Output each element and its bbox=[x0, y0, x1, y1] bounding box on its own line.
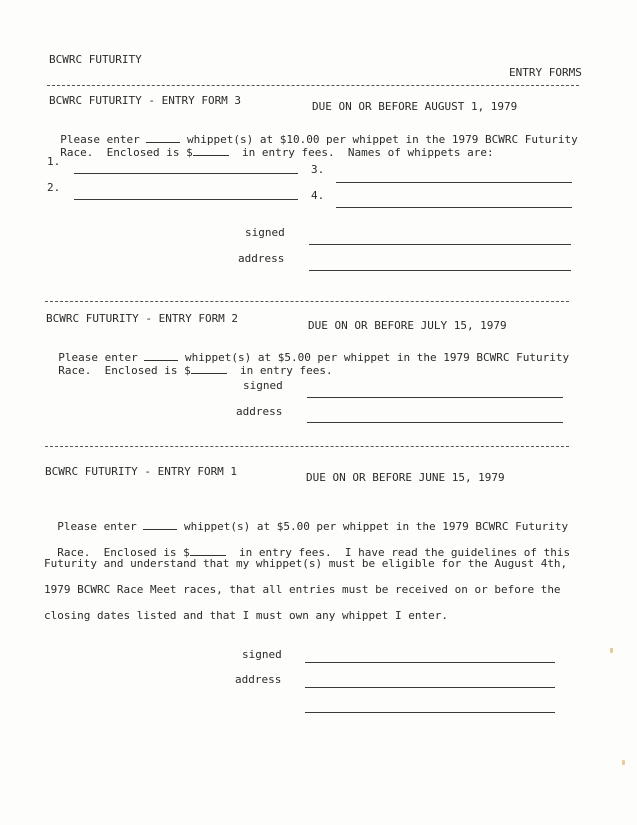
form3-whippet-name-1-field[interactable] bbox=[74, 173, 298, 174]
paper-speck bbox=[622, 760, 625, 765]
form2-enclosed-text: Race. Enclosed is $ bbox=[58, 364, 191, 377]
header-title: BCWRC FUTURITY bbox=[49, 53, 142, 66]
form3-number-4: 4. bbox=[311, 189, 325, 202]
form1-text-line-3: Futurity and understand that my whippet(s) must be eligible for the August 4th, bbox=[44, 557, 568, 570]
form1-enclosed-text: Race. Enclosed is $ bbox=[57, 546, 190, 559]
form1-signed-label: signed bbox=[242, 648, 282, 661]
header-divider bbox=[47, 85, 579, 86]
form3-address-field[interactable] bbox=[309, 270, 571, 271]
form1-whippet-count-field[interactable] bbox=[143, 519, 177, 530]
form3-number-2: 2. bbox=[47, 181, 61, 194]
form3-please-enter: Please enter bbox=[60, 133, 140, 146]
form1-text-line-4: 1979 BCWRC Race Meet races, that all entries must be received on or before the bbox=[44, 583, 561, 596]
form3-number-3: 3. bbox=[311, 163, 325, 176]
form1-text-line-5: closing dates listed and that I must own any whippet I enter. bbox=[44, 609, 448, 622]
form1-please-enter: Please enter bbox=[57, 520, 137, 533]
form3-fee-amount-field[interactable] bbox=[193, 145, 229, 156]
form2-signature-field[interactable] bbox=[307, 397, 563, 398]
form3-text-line-2 bbox=[47, 131, 494, 160]
form2-fee-amount-field[interactable] bbox=[191, 363, 227, 374]
form2-due-date: DUE ON OR BEFORE JULY 15, 1979 bbox=[308, 319, 507, 332]
form2-fees-text: in entry fees. bbox=[239, 364, 333, 377]
form2-text-line-2 bbox=[45, 349, 333, 378]
form3-address-label: address bbox=[238, 252, 285, 265]
form2-signed-label: signed bbox=[243, 379, 283, 392]
form1-text-line-2 bbox=[44, 531, 570, 560]
form3-divider bbox=[45, 301, 569, 302]
form1-guidelines-text: in entry fees. I have read the guidelines of this bbox=[238, 546, 571, 559]
form2-divider bbox=[45, 446, 569, 447]
paper-speck bbox=[610, 648, 613, 653]
form3-enclosed-text: Race. Enclosed is $ bbox=[60, 146, 193, 159]
form1-due-date: DUE ON OR BEFORE JUNE 15, 1979 bbox=[306, 471, 505, 484]
form2-address-field[interactable] bbox=[307, 422, 563, 423]
form3-rate-text: whippet(s) at $10.00 per whippet in the 1979 BCWRC Futurity bbox=[186, 133, 578, 146]
form1-address-label: address bbox=[235, 673, 282, 686]
form3-whippet-name-3-field[interactable] bbox=[336, 182, 572, 183]
form2-title: BCWRC FUTURITY - ENTRY FORM 2 bbox=[46, 312, 239, 325]
form2-rate-text: whippet(s) at $5.00 per whippet in the 1979 BCWRC Futurity bbox=[184, 351, 570, 364]
form3-due-date: DUE ON OR BEFORE AUGUST 1, 1979 bbox=[312, 100, 518, 113]
form2-address-label: address bbox=[236, 405, 283, 418]
form3-signed-label: signed bbox=[245, 226, 285, 239]
form1-rate-text: whippet(s) at $5.00 per whippet in the 1979 BCWRC Futurity bbox=[183, 520, 569, 533]
form1-address-field-2[interactable] bbox=[305, 712, 555, 713]
form1-fee-amount-field[interactable] bbox=[190, 545, 226, 556]
header-entry-forms: ENTRY FORMS bbox=[509, 66, 582, 79]
form2-please-enter: Please enter bbox=[58, 351, 138, 364]
form3-whippet-name-4-field[interactable] bbox=[336, 207, 572, 208]
form3-names-text: in entry fees. Names of whippets are: bbox=[241, 146, 494, 159]
form1-title: BCWRC FUTURITY - ENTRY FORM 1 bbox=[45, 465, 238, 478]
form3-signature-field[interactable] bbox=[309, 244, 571, 245]
form3-whippet-name-2-field[interactable] bbox=[74, 199, 298, 200]
form1-address-field[interactable] bbox=[305, 687, 555, 688]
form3-title: BCWRC FUTURITY - ENTRY FORM 3 bbox=[49, 94, 242, 107]
form1-text-line-1 bbox=[44, 505, 568, 534]
form1-signature-field[interactable] bbox=[305, 662, 555, 663]
form3-number-1: 1. bbox=[47, 155, 61, 168]
